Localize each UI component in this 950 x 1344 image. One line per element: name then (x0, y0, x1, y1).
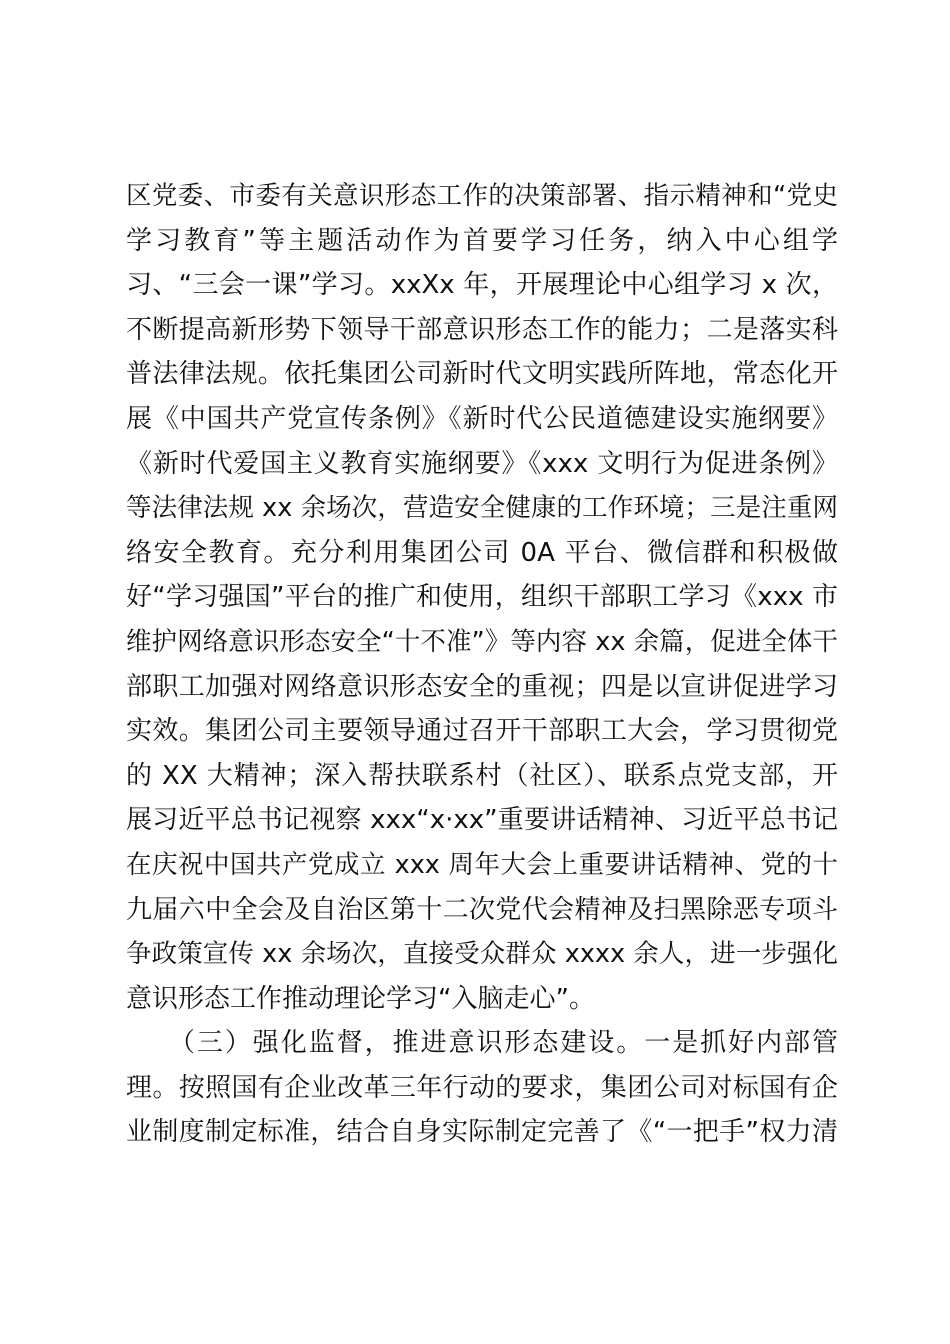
text-line: 争政策宣传 xx 余场次，直接受众群众 xxxx 余人，进一步强化 (126, 939, 838, 970)
text-line: 区党委、市委有关意识形态工作的决策部署、指示精神和“党史 (126, 181, 838, 211)
text-line: 好“学习强国”平台的推广和使用，组织干部职工学习《xxx 市 (126, 582, 838, 613)
text-line: 的 XX 大精神；深入帮扶联系村（社区）、联系点党支部，开 (126, 760, 838, 791)
text-line: 九届六中全会及自治区第十二次党代会精神及扫黑除恶专项斗 (126, 894, 838, 925)
text-line: 《新时代爱国主义教育实施纲要》《xxx 文明行为促进条例》 (126, 448, 838, 479)
text-line: 等法律法规 xx 余场次，营造安全健康的工作环境；三是注重网 (126, 493, 838, 524)
text-line: 不断提高新形势下领导干部意识形态工作的能力；二是落实科 (126, 314, 838, 345)
text-line: 展习近平总书记视察 xxx“x·xx”重要讲话精神、习近平总书记 (126, 805, 838, 836)
text-line: 理。按照国有企业改革三年行动的要求，集团公司对标国有企 (126, 1072, 838, 1103)
text-line: 业制度制定标准，结合自身实际制定完善了《“一把手”权力清 (126, 1117, 838, 1148)
text-line: 展《中国共产党宣传条例》《新时代公民道德建设实施纲要》 (126, 403, 838, 434)
text-line: 在庆祝中国共产党成立 xxx 周年大会上重要讲话精神、党的十 (126, 849, 838, 880)
body-text (126, 174, 838, 1155)
text-line: （三）强化监督，推进意识形态建设。一是抓好内部管 (126, 1028, 838, 1059)
text-line: 学习教育”等主题活动作为首要学习任务，纳入中心组学 (126, 225, 838, 256)
text-line: 意识形态工作推动理论学习“入脑走心”。 (126, 983, 595, 1014)
text-line: 实效。集团公司主要领导通过召开干部职工大会，学习贯彻党 (126, 716, 838, 747)
text-line: 普法律法规。依托集团公司新时代文明实践所阵地，常态化开 (126, 359, 838, 390)
text-line: 维护网络意识形态安全“十不准”》等内容 xx 余篇，促进全体干 (126, 626, 838, 657)
text-line: 习、“三会一课”学习。xxXx 年，开展理论中心组学习 x 次， (126, 270, 838, 301)
text-line: 络安全教育。充分利用集团公司 0A 平台、微信群和积极做 (126, 537, 838, 568)
text-line: 部职工加强对网络意识形态安全的重视；四是以宣讲促进学习 (126, 671, 838, 702)
